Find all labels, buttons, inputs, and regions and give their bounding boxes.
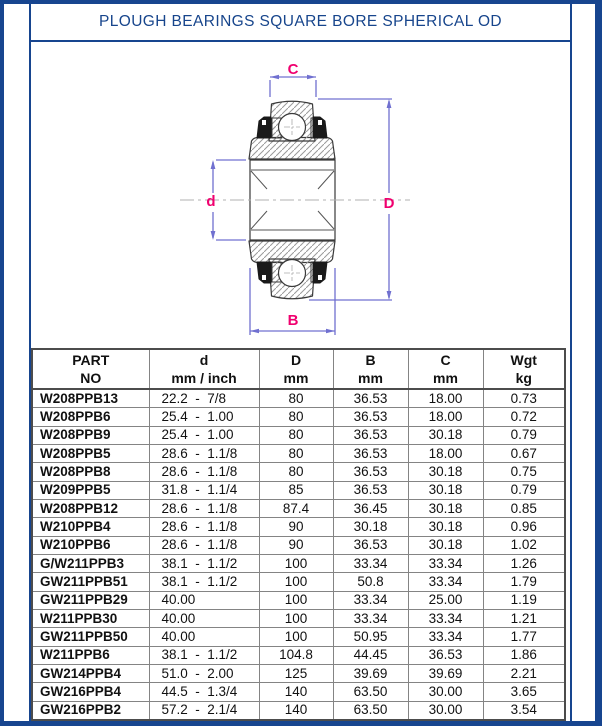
weight-cell: 0.79: [483, 426, 565, 444]
part-no-cell: W208PPB5: [32, 445, 149, 463]
width-B-cell: 50.8: [333, 573, 408, 591]
dim-label-c: C: [287, 61, 299, 78]
bore-d-cell: 44.5 - 1.3/4: [149, 683, 259, 701]
width-C-cell: 18.00: [408, 408, 483, 426]
od-D-cell: 100: [259, 573, 333, 591]
col-header-line1: Wgt: [510, 352, 537, 368]
weight-cell: 0.72: [483, 408, 565, 426]
part-no-cell: W210PPB6: [32, 536, 149, 554]
od-D-cell: 87.4: [259, 500, 333, 518]
part-no-cell: W208PPB9: [32, 426, 149, 444]
width-C-cell: 39.69: [408, 664, 483, 682]
width-B-cell: 39.69: [333, 664, 408, 682]
col-header-line2: mm: [433, 370, 458, 386]
col-header-part: [32, 349, 149, 389]
width-C-cell: 18.00: [408, 445, 483, 463]
table-row: [32, 683, 565, 701]
content-box: [29, 4, 572, 721]
weight-cell: 3.54: [483, 701, 565, 720]
part-no-cell: W211PPB30: [32, 609, 149, 627]
width-C-cell: 30.18: [408, 481, 483, 499]
width-B-cell: 36.53: [333, 408, 408, 426]
part-no-cell: GW216PPB4: [32, 683, 149, 701]
part-no-cell: W210PPB4: [32, 518, 149, 536]
width-B-cell: 36.53: [333, 445, 408, 463]
weight-cell: 0.85: [483, 500, 565, 518]
table-row: [32, 628, 565, 646]
od-D-cell: 100: [259, 554, 333, 572]
table-row: [32, 518, 565, 536]
parts-table: [31, 348, 566, 721]
bore-d-cell: 28.6 - 1.1/8: [149, 445, 259, 463]
od-D-cell: 80: [259, 463, 333, 481]
width-C-cell: 30.18: [408, 426, 483, 444]
part-no-cell: W211PPB6: [32, 646, 149, 664]
part-no-cell: GW211PPB29: [32, 591, 149, 609]
table-row: [32, 481, 565, 499]
od-D-cell: 140: [259, 683, 333, 701]
dim-label-d: d: [206, 193, 216, 210]
col-header-d: [149, 349, 259, 389]
bore-d-cell: 28.6 - 1.1/8: [149, 463, 259, 481]
part-no-cell: GW214PPB4: [32, 664, 149, 682]
bore-d-cell: 28.6 - 1.1/8: [149, 500, 259, 518]
od-D-cell: 80: [259, 445, 333, 463]
part-no-cell: W208PPB6: [32, 408, 149, 426]
width-C-cell: 30.00: [408, 701, 483, 720]
col-header-line2: mm: [283, 370, 309, 386]
weight-cell: 0.73: [483, 389, 565, 408]
col-header-line2: NO: [80, 370, 102, 386]
col-header-line1: C: [440, 352, 451, 368]
width-C-cell: 30.18: [408, 500, 483, 518]
table-row: [32, 389, 565, 408]
part-no-cell: W208PPB8: [32, 463, 149, 481]
part-no-cell: W208PPB12: [32, 500, 149, 518]
weight-cell: 0.96: [483, 518, 565, 536]
width-C-cell: 30.18: [408, 518, 483, 536]
bore-d-cell: 31.8 - 1.1/4: [149, 481, 259, 499]
od-D-cell: 140: [259, 701, 333, 720]
bore-d-cell: 25.4 - 1.00: [149, 426, 259, 444]
width-B-cell: 36.45: [333, 500, 408, 518]
weight-cell: 1.77: [483, 628, 565, 646]
width-C-cell: 33.34: [408, 554, 483, 572]
weight-cell: 0.67: [483, 445, 565, 463]
od-D-cell: 85: [259, 481, 333, 499]
od-D-cell: 104.8: [259, 646, 333, 664]
part-no-cell: G/W211PPB3: [32, 554, 149, 572]
bore-d-cell: 38.1 - 1.1/2: [149, 646, 259, 664]
bore-d-cell: 38.1 - 1.1/2: [149, 573, 259, 591]
width-B-cell: 30.18: [333, 518, 408, 536]
bearing-diagram: [31, 42, 570, 348]
od-D-cell: 100: [259, 591, 333, 609]
width-C-cell: 36.53: [408, 646, 483, 664]
table-row: [32, 408, 565, 426]
width-C-cell: 30.18: [408, 463, 483, 481]
width-C-cell: 33.34: [408, 573, 483, 591]
bore-d-cell: 38.1 - 1.1/2: [149, 554, 259, 572]
od-D-cell: 100: [259, 609, 333, 627]
bore-d-cell: 28.6 - 1.1/8: [149, 536, 259, 554]
weight-cell: 1.79: [483, 573, 565, 591]
bore-d-cell: 22.2 - 7/8: [149, 389, 259, 408]
col-header-line2: mm: [358, 370, 383, 386]
dim-label-D: D: [383, 195, 395, 212]
col-header-line1: PART: [72, 352, 110, 368]
bore-d-cell: 57.2 - 2.1/4: [149, 701, 259, 720]
od-D-cell: 80: [259, 408, 333, 426]
od-D-cell: 100: [259, 628, 333, 646]
bore-d-cell: 28.6 - 1.1/8: [149, 518, 259, 536]
width-C-cell: 18.00: [408, 389, 483, 408]
part-no-cell: GW211PPB50: [32, 628, 149, 646]
table-header: [32, 349, 565, 389]
od-D-cell: 80: [259, 426, 333, 444]
table-row: [32, 646, 565, 664]
table-row: [32, 573, 565, 591]
width-B-cell: 63.50: [333, 701, 408, 720]
width-B-cell: 36.53: [333, 463, 408, 481]
width-B-cell: 33.34: [333, 554, 408, 572]
bore-d-cell: 40.00: [149, 591, 259, 609]
bore-d-cell: 25.4 - 1.00: [149, 408, 259, 426]
table-row: [32, 591, 565, 609]
width-C-cell: 30.00: [408, 683, 483, 701]
part-no-cell: W209PPB5: [32, 481, 149, 499]
width-B-cell: 33.34: [333, 591, 408, 609]
width-C-cell: 33.34: [408, 609, 483, 627]
weight-cell: 1.86: [483, 646, 565, 664]
table-row: [32, 701, 565, 720]
table-row: [32, 609, 565, 627]
od-D-cell: 80: [259, 389, 333, 408]
drawing-area: [31, 42, 570, 348]
weight-cell: 3.65: [483, 683, 565, 701]
title-bar: [31, 4, 570, 42]
table-row: [32, 445, 565, 463]
bore-d-cell: 40.00: [149, 609, 259, 627]
col-header-wgt: [483, 349, 565, 389]
weight-cell: 0.79: [483, 481, 565, 499]
col-header-line1: D: [290, 352, 302, 368]
width-B-cell: 50.95: [333, 628, 408, 646]
dim-label-B: B: [287, 312, 299, 329]
od-D-cell: 90: [259, 518, 333, 536]
width-B-cell: 36.53: [333, 536, 408, 554]
weight-cell: 1.26: [483, 554, 565, 572]
width-B-cell: 44.45: [333, 646, 408, 664]
weight-cell: 1.21: [483, 609, 565, 627]
width-B-cell: 33.34: [333, 609, 408, 627]
width-C-cell: 33.34: [408, 628, 483, 646]
bore-d-cell: 40.00: [149, 628, 259, 646]
col-header-C: [408, 349, 483, 389]
col-header-line1: B: [365, 352, 376, 368]
weight-cell: 1.19: [483, 591, 565, 609]
col-header-line1: d: [199, 352, 209, 368]
width-C-cell: 25.00: [408, 591, 483, 609]
bore-d-cell: 51.0 - 2.00: [149, 664, 259, 682]
width-C-cell: 30.18: [408, 536, 483, 554]
od-D-cell: 90: [259, 536, 333, 554]
table-row: [32, 426, 565, 444]
width-B-cell: 36.53: [333, 389, 408, 408]
part-no-cell: GW216PPB2: [32, 701, 149, 720]
weight-cell: 1.02: [483, 536, 565, 554]
table-row: [32, 664, 565, 682]
width-B-cell: 36.53: [333, 426, 408, 444]
table-row: [32, 536, 565, 554]
table-row: [32, 554, 565, 572]
weight-cell: 2.21: [483, 664, 565, 682]
page-title: PLOUGH BEARINGS SQUARE BORE SPHERICAL OD: [98, 13, 502, 30]
part-no-cell: GW211PPB51: [32, 573, 149, 591]
table-row: [32, 463, 565, 481]
col-header-B: [333, 349, 408, 389]
table-row: [32, 500, 565, 518]
weight-cell: 0.75: [483, 463, 565, 481]
width-B-cell: 36.53: [333, 481, 408, 499]
width-B-cell: 63.50: [333, 683, 408, 701]
col-header-line2: kg: [515, 370, 532, 386]
part-no-cell: W208PPB13: [32, 389, 149, 408]
od-D-cell: 125: [259, 664, 333, 682]
col-header-D: [259, 349, 333, 389]
col-header-line2: mm / inch: [171, 370, 237, 386]
